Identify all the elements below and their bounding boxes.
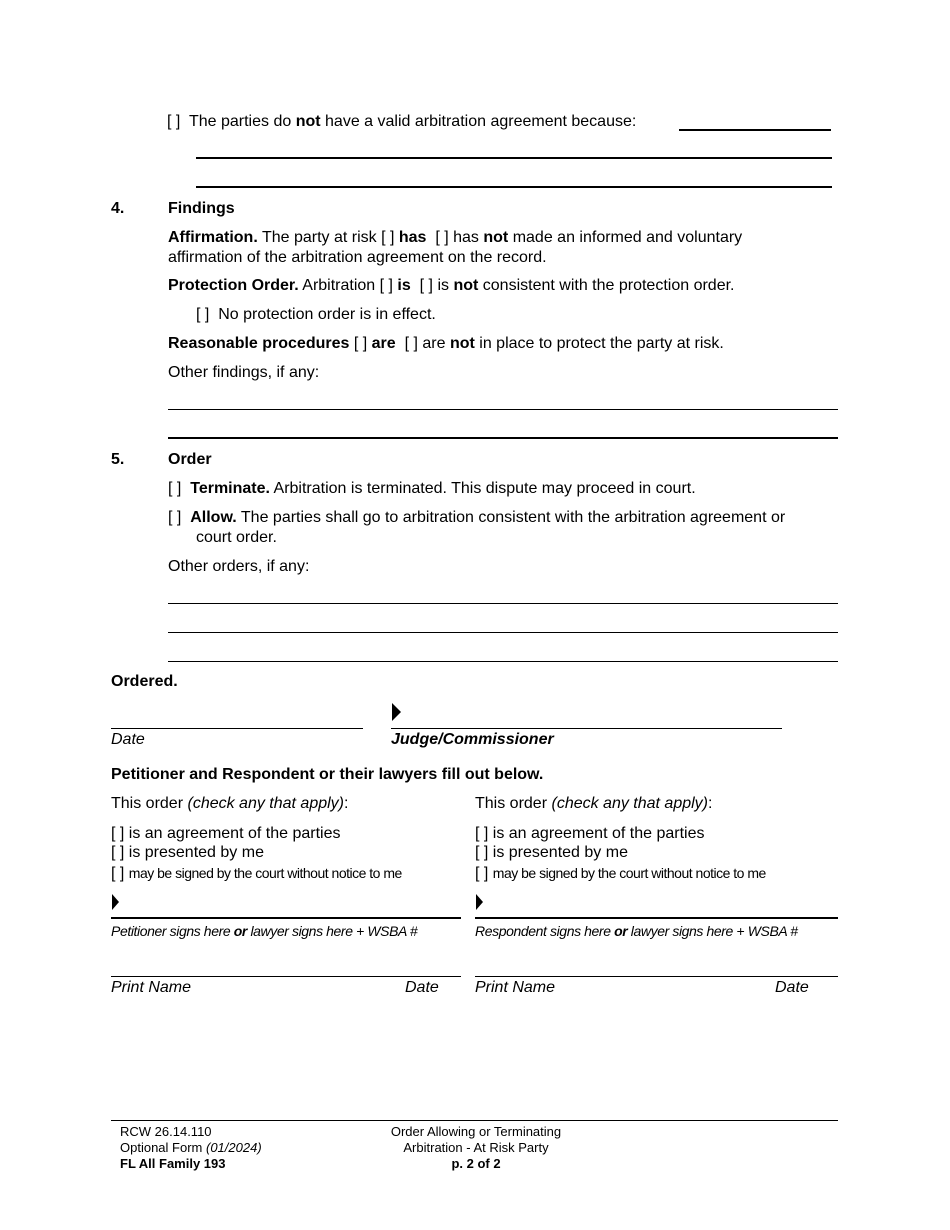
protection-order-is: is (397, 277, 411, 294)
allow-text: The parties shall go to arbitration consistent with the arbitration agreement or (240, 509, 786, 526)
protection-order-mid[interactable]: [ ] is (419, 277, 449, 294)
footer-rule (111, 1120, 838, 1121)
terminate-checkbox[interactable]: [ ] (168, 480, 182, 497)
petitioner-this-order-text: This order (111, 795, 184, 812)
reasonable-procedures-are: are (371, 335, 396, 352)
arbitration-reason-line-2[interactable] (196, 157, 832, 159)
affirmation-post: made an informed and voluntary (512, 229, 743, 246)
protection-order-line (168, 276, 734, 296)
footer-rcw: RCW 26.14.110 (120, 1124, 212, 1139)
terminate-line (168, 479, 696, 499)
petitioner-check-colon: : (344, 795, 349, 812)
date-label: Date (111, 731, 145, 748)
other-orders-label: Other orders, if any: (168, 558, 310, 575)
arbitration-invalid-not: not (295, 113, 321, 130)
petitioner-option-presented[interactable]: [ ] is presented by me (111, 844, 264, 861)
respondent-sign-arrow-icon (476, 894, 483, 910)
respondent-check-any: (check any that apply) (551, 795, 709, 812)
petitioner-sign-pre: Petitioner signs here (111, 923, 231, 939)
reasonable-procedures-mid[interactable]: [ ] are (404, 335, 446, 352)
affirmation-line-2: affirmation of the arbitration agreement on the record. (168, 249, 547, 266)
respondent-print-name-line[interactable] (475, 976, 838, 977)
petitioner-sign-or: or (233, 923, 247, 939)
respondent-date-label: Date (775, 979, 809, 996)
protection-order-pre[interactable]: Arbitration [ ] (302, 277, 393, 294)
petitioner-sign-post: lawyer signs here + WSBA # (250, 923, 418, 939)
ordered-label: Ordered. (111, 673, 178, 690)
no-protection-order-line (196, 305, 436, 325)
petitioner-option-signed-box[interactable]: [ ] (111, 865, 125, 882)
petitioner-sign-arrow-icon (112, 894, 119, 910)
arbitration-invalid-text-pre: The parties do (188, 113, 292, 130)
respondent-sign-caption (475, 921, 798, 941)
respondent-option-agreement[interactable]: [ ] is an agreement of the parties (475, 825, 705, 842)
footer-form-date: (01/2024) (206, 1140, 262, 1155)
reasonable-procedures-post: in place to protect the party at risk. (479, 335, 724, 352)
date-signature-line[interactable] (111, 728, 363, 729)
respondent-option-presented[interactable]: [ ] is presented by me (475, 844, 628, 861)
respondent-sign-pre: Respondent signs here (475, 923, 611, 939)
protection-order-post: consistent with the protection order. (482, 277, 735, 294)
terminate-label: Terminate. (190, 480, 270, 497)
allow-checkbox[interactable]: [ ] (168, 509, 182, 526)
respondent-option-signed-box[interactable]: [ ] (475, 865, 489, 882)
affirmation-line (168, 228, 742, 248)
petitioner-signature-line[interactable] (111, 917, 461, 919)
allow-line (168, 508, 785, 528)
affirmation-mid[interactable]: [ ] has (435, 229, 479, 246)
arbitration-invalid-checkbox[interactable]: [ ] (167, 113, 181, 130)
footer-title-line-1: Order Allowing or Terminating (390, 1124, 562, 1139)
petitioner-date-label: Date (405, 979, 439, 996)
footer-form-id: FL All Family 193 (120, 1156, 226, 1171)
protection-order-label: Protection Order. (168, 277, 299, 294)
affirmation-label: Affirmation. (168, 229, 258, 246)
respondent-option-signed[interactable] (475, 863, 766, 884)
no-protection-order-text: No protection order is in effect. (218, 306, 436, 323)
other-orders-line-3[interactable] (168, 661, 838, 662)
findings-heading: Findings (168, 200, 235, 217)
petitioner-check-any: (check any that apply) (187, 795, 345, 812)
reasonable-procedures-pre[interactable]: [ ] (353, 335, 368, 352)
arbitration-invalid-line (167, 112, 636, 132)
petitioner-print-name-line[interactable] (111, 976, 461, 977)
petitioner-print-name-label: Print Name (111, 979, 192, 996)
affirmation-not: not (483, 229, 509, 246)
arbitration-invalid-text-post: have a valid arbitration agreement because: (325, 113, 637, 130)
footer-optional-form (120, 1140, 262, 1156)
no-protection-order-checkbox[interactable]: [ ] (196, 306, 210, 323)
affirmation-pre[interactable]: The party at risk [ ] (261, 229, 395, 246)
judge-signature-line[interactable] (391, 728, 782, 729)
judge-sign-arrow-icon (392, 703, 401, 721)
parties-heading: Petitioner and Respondent or their lawyers fill out below. (111, 766, 544, 783)
reasonable-procedures-not: not (449, 335, 475, 352)
affirmation-has: has (398, 229, 427, 246)
respondent-this-order-text: This order (475, 795, 548, 812)
footer-page-number: p. 2 of 2 (451, 1156, 501, 1171)
respondent-sign-or: or (614, 923, 628, 939)
reasonable-procedures-label: Reasonable procedures (168, 335, 350, 352)
allow-label: Allow. (190, 509, 237, 526)
respondent-sign-post: lawyer signs here + WSBA # (630, 923, 798, 939)
petitioner-this-order (111, 794, 348, 814)
allow-line-2: court order. (196, 529, 277, 546)
respondent-check-colon: : (708, 795, 713, 812)
footer-title-line-2: Arbitration - At Risk Party (403, 1140, 549, 1155)
other-orders-line-2[interactable] (168, 632, 838, 633)
petitioner-option-signed-text: may be signed by the court without notice to me (128, 865, 402, 881)
other-findings-line-2[interactable] (168, 437, 838, 439)
petitioner-option-signed[interactable] (111, 863, 402, 884)
respondent-print-name-label: Print Name (475, 979, 556, 996)
respondent-signature-line[interactable] (475, 917, 838, 919)
respondent-this-order (475, 794, 712, 814)
petitioner-sign-caption (111, 921, 417, 941)
reasonable-procedures-line (168, 334, 724, 354)
petitioner-option-agreement[interactable]: [ ] is an agreement of the parties (111, 825, 341, 842)
order-number: 5. (111, 451, 125, 468)
order-heading: Order (168, 451, 212, 468)
protection-order-not: not (453, 277, 479, 294)
judge-commissioner-label: Judge/Commissioner (391, 731, 554, 748)
arbitration-reason-line-1[interactable] (679, 129, 831, 131)
respondent-option-signed-text: may be signed by the court without notice to me (492, 865, 766, 881)
other-findings-label: Other findings, if any: (168, 364, 320, 381)
arbitration-reason-line-3[interactable] (196, 186, 832, 188)
findings-number: 4. (111, 200, 125, 217)
footer-optional-form-text: Optional Form (120, 1140, 203, 1155)
other-orders-line-1[interactable] (168, 603, 838, 604)
other-findings-line-1[interactable] (168, 409, 838, 410)
terminate-text: Arbitration is terminated. This dispute may proceed in court. (273, 480, 696, 497)
